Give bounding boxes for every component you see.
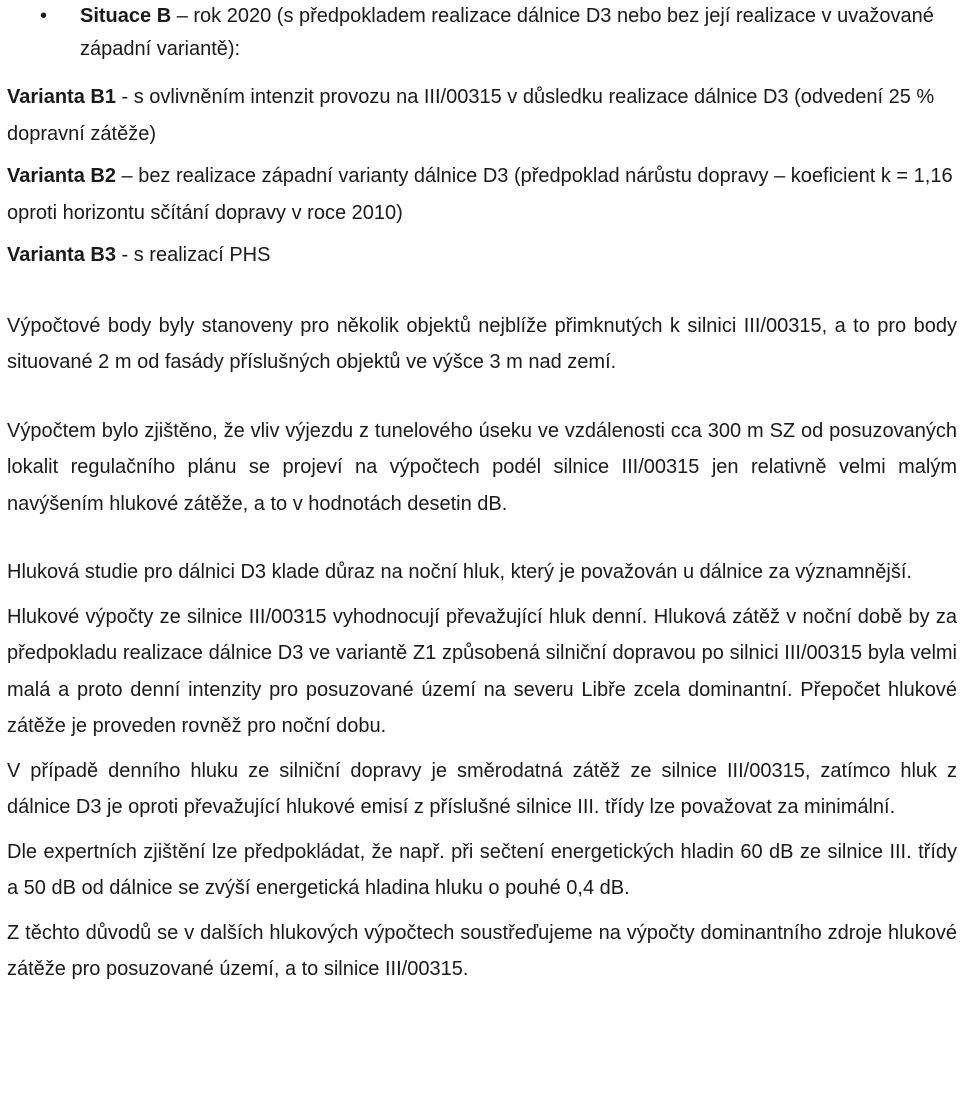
variant-text: - s realizací PHS	[115, 244, 271, 266]
paragraph-day-noise: Hlukové výpočty ze silnice III/00315 vyhodnocují převažující hluk denní. Hluková zátěž v noční době by za předpokladu realizace dálnice D3 ve variantě Z1 způsobená silniční dopravou po silnici III/00315 byla velmi malá a proto denní intenzity pro posuzované území na severu Libře zcela dominantní. Přepočet hlukové zátěže je proveden rovněž pro noční dobu.	[7, 605, 957, 737]
situation-text: – rok 2020 (s předpokladem realizace dálnice D3 nebo bez její realizace v uvažované západní variantě):	[80, 5, 934, 60]
variant-b3	[7, 237, 957, 274]
paragraph-conclusion: Z těchto důvodů se v dalších hlukových výpočtech soustřeďujeme na výpočty dominantního zdroje hlukové zátěže pro posuzované území, a to silnice III/00315.	[7, 921, 957, 980]
paragraph-dominant-load: V případě denního hluku ze silniční dopravy je směrodatná zátěž ze silnice III/00315, zatímco hluk z dálnice D3 je oproti převažující hlukové emisí z příslušné silnice III. třídy lze považovat za minimální.	[7, 759, 957, 818]
variant-label: Varianta B3	[7, 244, 116, 266]
variant-b1	[7, 79, 957, 152]
variant-text: – bez realizace západní varianty dálnice D3 (předpoklad nárůstu dopravy – koeficient k = 1,16 oproti horizontu sčítání dopravy v roce 2010)	[7, 165, 953, 224]
situation-label: Situace B	[80, 5, 172, 27]
paragraph-calculation-points: Výpočtové body byly stanoveny pro několik objektů nejblíže přimknutých k silnici III/00315, a to pro body situované 2 m od fasády příslušných objektů ve výšce 3 m nad zemí.	[7, 314, 957, 373]
situation-b-item	[7, 0, 955, 66]
bullet-icon: •	[40, 5, 48, 27]
paragraph-night-noise: Hluková studie pro dálnici D3 klade důraz na noční hluk, který je považován u dálnice za významnější.	[7, 561, 912, 583]
variant-b2	[7, 158, 957, 231]
variant-text: - s ovlivněním intenzit provozu na III/00315 v důsledku realizace dálnice D3 (odvedení 25 % dopravní zátěže)	[7, 86, 935, 145]
paragraph-tunnel-effect: Výpočtem bylo zjištěno, že vliv výjezdu z tunelového úseku ve vzdálenosti cca 300 m SZ od posuzovaných lokalit regulačního plánu se projeví na výpočtech podél silnice III/00315 jen relativně velmi malým navýšením hlukové zátěže, a to v hodnotách desetin dB.	[7, 419, 957, 515]
variant-label: Varianta B1	[7, 86, 116, 108]
paragraph-energy-levels: Dle expertních zjištění lze předpokládat, že např. při sečtení energetických hladin 60 dB ze silnice III. třídy a 50 dB od dálnice se zvýší energetická hladina hluku o pouhé 0,4 dB.	[7, 840, 957, 899]
variant-label: Varianta B2	[7, 165, 116, 187]
document-page	[7, 0, 957, 988]
